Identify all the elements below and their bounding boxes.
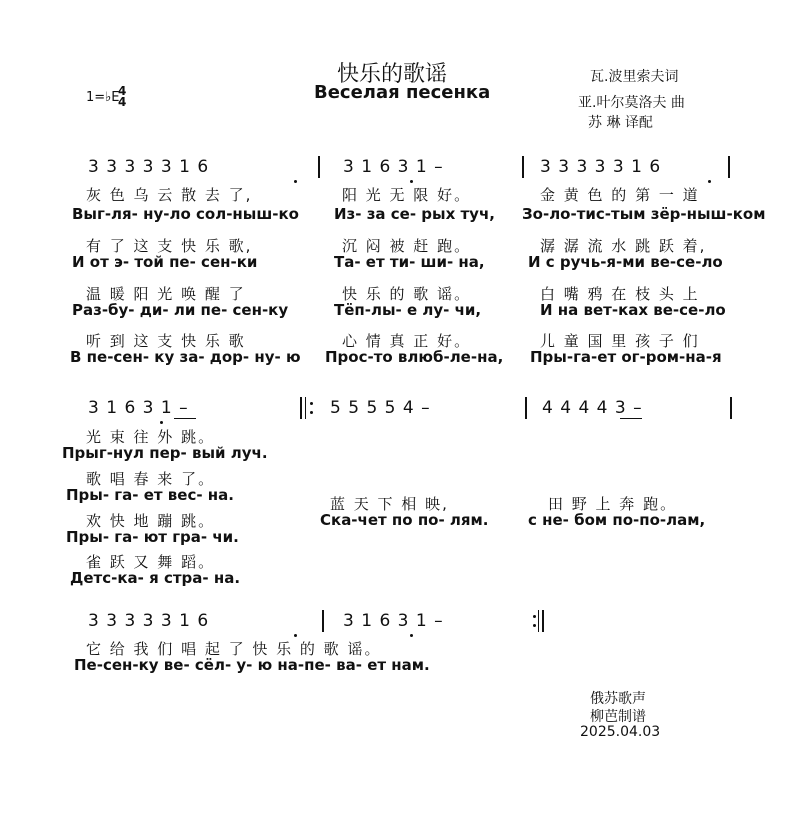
composer-credit: 亚.叶尔莫洛夫 曲	[578, 95, 685, 111]
s1-measure-2: 3 1 6 3 1 –	[343, 157, 444, 177]
footer-source: 俄苏歌声	[590, 691, 646, 707]
s2-v1-ru: Прыг-нул пер- вый луч.	[62, 444, 268, 462]
repeat-thick-bar	[542, 610, 544, 632]
s1-v1-zh-a: 灰 色 乌 云 散 去 了,	[86, 186, 253, 204]
s2-measure-1: 3 1 6 3 1 –	[88, 398, 189, 418]
s1-v1-ru-b: Из- за се- рых туч,	[334, 205, 495, 223]
s2-v2-ru: Пры- га- ет вес- на.	[66, 486, 234, 504]
barline	[730, 397, 732, 419]
s1-v1-zh-b: 阳 光 无 限 好。	[342, 186, 472, 204]
barline	[322, 610, 324, 632]
refrain-ru-b: с не- бом по-по-лам,	[528, 511, 706, 529]
s2-v3-zh: 欢 快 地 蹦 跳。	[86, 512, 216, 530]
time-signature	[118, 86, 126, 108]
s3-ru: Пе-сен-ку ве- сёл- у- ю на-пе- ва- ет нам.	[74, 656, 430, 674]
lyricist-credit: 瓦.波里索夫词	[590, 69, 679, 85]
s2-v4-ru: Детс-ка- я стра- на.	[70, 569, 241, 587]
barline	[318, 156, 320, 178]
s1-v2-ru-b: Та- ет ти- ши- на,	[334, 253, 485, 271]
footer-date: 2025.04.03	[580, 724, 661, 740]
time-signature-top: 4	[118, 84, 127, 98]
s1-measure-1: 3 3 3 3 3 1 6	[88, 157, 210, 177]
title-russian: Веселая песенка	[314, 82, 491, 103]
repeat-thick-bar	[300, 397, 302, 419]
s1-v4-zh-b: 心 情 真 正 好。	[342, 332, 472, 350]
refrain-zh-b: 田 野 上 奔 跑。	[548, 495, 678, 513]
s1-v3-zh-a: 温 暖 阳 光 唤 醒 了	[86, 285, 246, 303]
repeat-thin-bar	[538, 610, 539, 632]
s3-measure-1: 3 3 3 3 3 1 6	[88, 611, 210, 631]
s1-v1-ru-a: Выг-ля- ну-ло сол-ныш-ко	[72, 205, 299, 223]
arranger-credit: 苏 琳 译配	[588, 115, 653, 131]
eighth-underline	[174, 418, 196, 419]
low-octave-dot	[294, 180, 297, 183]
repeat-dot	[310, 411, 313, 414]
key-signature: 1=♭E	[86, 90, 120, 105]
low-octave-dot	[410, 634, 413, 637]
time-signature-bottom: 4	[118, 95, 127, 109]
barline	[522, 156, 524, 178]
s1-v2-ru-c: И с ручь-я-ми ве-се-ло	[528, 253, 723, 271]
s1-v3-zh-c: 白 嘴 鸦 在 枝 头 上	[540, 285, 700, 303]
repeat-thin-bar	[305, 397, 306, 419]
s1-v3-ru-a: Раз-бу- ди- ли пе- сен-ку	[72, 301, 289, 319]
s1-v4-ru-b: Прос-то влюб-ле-на,	[325, 348, 504, 366]
repeat-dot	[310, 402, 313, 405]
s3-zh: 它 给 我 们 唱 起 了 快 乐 的 歌 谣。	[86, 640, 382, 658]
refrain-ru-a: Ска-чет по по- лям.	[320, 511, 489, 529]
s1-measure-3: 3 3 3 3 3 1 6	[540, 157, 662, 177]
low-octave-dot	[294, 634, 297, 637]
s2-v2-zh: 歌 唱 春 来 了。	[86, 470, 216, 488]
s1-v4-zh-c: 儿 童 国 里 孩 子 们	[540, 332, 700, 350]
s1-v1-ru-c: Зо-ло-тис-тым зёр-ныш-ком	[522, 205, 766, 223]
s1-v1-zh-c: 金 黄 色 的 第 一 道	[540, 186, 700, 204]
s3-measure-2: 3 1 6 3 1 –	[343, 611, 444, 631]
low-octave-dot	[708, 180, 711, 183]
barline	[728, 156, 730, 178]
s2-v3-ru: Пры- га- ют гра- чи.	[66, 528, 239, 546]
title-chinese: 快乐的歌谣	[337, 62, 448, 87]
s1-v2-zh-a: 有 了 这 支 快 乐 歌,	[86, 237, 253, 255]
s1-v3-zh-b: 快 乐 的 歌 谣。	[342, 285, 472, 303]
low-octave-dot	[160, 421, 163, 424]
repeat-dot	[533, 615, 536, 618]
footer-transcriber: 柳芭制谱	[590, 709, 646, 725]
low-octave-dot	[410, 180, 413, 183]
s2-v1-zh: 光 束 往 外 跳。	[86, 428, 216, 446]
s1-v3-ru-c: И на вет-ках ве-се-ло	[540, 301, 726, 319]
repeat-dot	[533, 624, 536, 627]
s1-v2-zh-c: 潺 潺 流 水 跳 跃 着,	[540, 237, 707, 255]
s1-v4-ru-a: В пе-сен- ку за- дор- ну- ю	[70, 348, 301, 366]
eighth-underline	[620, 418, 642, 419]
s1-v2-ru-a: И от э- той пе- сен-ки	[72, 253, 258, 271]
s1-v2-zh-b: 沉 闷 被 赶 跑。	[342, 237, 472, 255]
s2-measure-3: 4 4 4 4 3 –	[542, 398, 643, 418]
s1-v4-zh-a: 听 到 这 支 快 乐 歌	[86, 332, 246, 350]
refrain-zh-a: 蓝 天 下 相 映,	[330, 495, 449, 513]
s1-v4-ru-c: Пры-га-ет ог-ром-на-я	[530, 348, 722, 366]
s2-v4-zh: 雀 跃 又 舞 蹈。	[86, 553, 216, 571]
s1-v3-ru-b: Тёп-лы- е лу- чи,	[334, 301, 482, 319]
s2-measure-2: 5 5 5 5 4 –	[330, 398, 431, 418]
barline	[525, 397, 527, 419]
